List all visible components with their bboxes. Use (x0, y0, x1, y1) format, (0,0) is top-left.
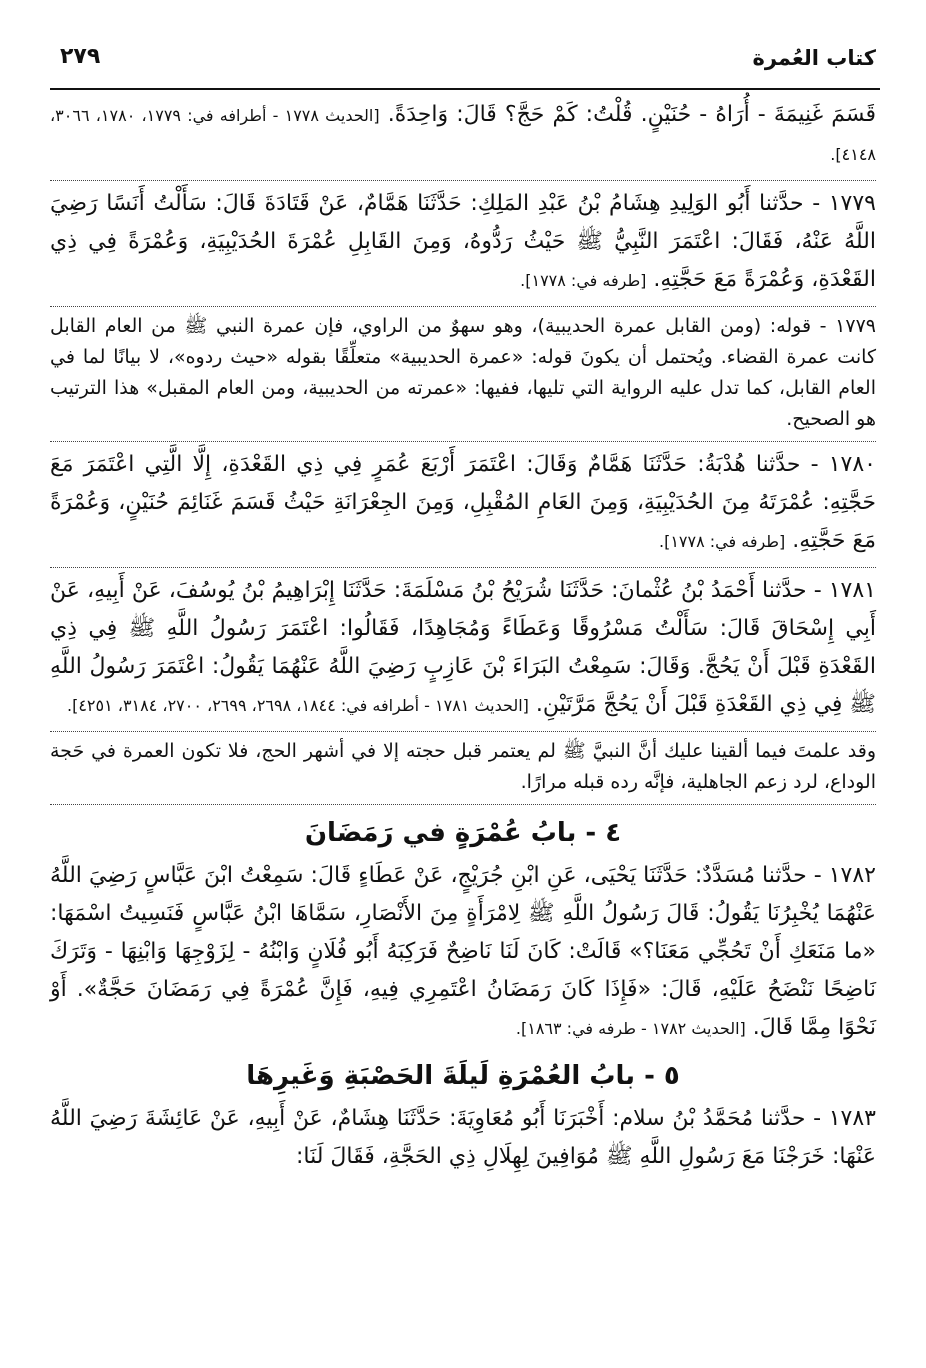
hadith-1783: ١٧٨٣ - حدَّثنا مُحَمَّدُ بْنُ سلام: أَخْبَرَنَا أَبُو مُعَاوِيَةَ: حَدَّثَنَا هِشَامٌ، عَنْ أَبِيهِ، عَنْ عَائِشَةَ رَضِيَ اللَّهُ عَنْهَا: خَرَجْنَا مَعَ رَسُولِ اللَّهِ ﷺ مُوَافِينَ لِهِلَالِ ذِي الحَجَّةِ، فَقَالَ لَنَا: (50, 1106, 876, 1169)
chapter-heading-5: ٥ - بابُ العُمْرَةِ لَيلَةَ الحَصْبَةِ وَغَيرِهَا (246, 1061, 680, 1091)
hadith-1781-refs: [الحديث ١٧٨١ - أطرافه في: ١٨٤٤، ٢٦٩٨، ٢٦٩٩، ٢٧٠٠، ٣١٨٤، ٤٢٥١]. (67, 696, 529, 715)
hadith-1779-refs: [طرفه في: ١٧٧٨]. (520, 271, 647, 290)
page-number: ٢٧٩ (60, 44, 101, 69)
hadith-1780-text: ١٧٨٠ - حدَّثنا هُدْبَةُ: حَدَّثَنَا هَمَّامٌ وَقَالَ: اعْتَمَرَ أَرْبَعَ عُمَرٍ فِي ذِي القَعْدَةِ، إِلَّا الَّتِي اعْتَمَرَ مَعَ حَجَّتِهِ: عُمْرَتَهُ مِنَ الحُدَيْبِيَةِ، وَمِنَ العَامِ المُقْبِلِ، وَمِنَ الجِعْرَانَةِ حَيْثُ قَسَمَ غَنَائِمَ حُنَيْنٍ، وَعُمْرَةً مَعَ حَجَّتِهِ. (50, 452, 876, 553)
hadith-1781-text: ١٧٨١ - حدَّثنا أَحْمَدُ بْنُ عُثْمانَ: حَدَّثَنَا شُرَيْحُ بْنُ مَسْلَمَةَ: حَدَّثَنَا إِبْرَاهِيمُ بْنُ يُوسُفَ، عَنْ أَبِيهِ، عَنْ أَبِي إِسْحَاقَ قَالَ: سَأَلْتُ مَسْرُوقًا وَعَطَاءً وَمُجَاهِدًا، فَقَالُوا: اعْتَمَرَ رَسُولُ اللَّهِ ﷺ فِي ذِي القَعْدَةِ قَبْلَ أَنْ يَحُجَّ. وَقَالَ: سَمِعْتُ البَرَاءَ بْنَ عَازِبٍ رَضِيَ اللَّهُ عَنْهُمَا يَقُولُ: اعْتَمَرَ رَسُولُ اللَّهِ ﷺ فِي ذِي القَعْدَةِ قَبْلَ أَنْ يَحُجَّ مَرَّتَيْنِ. (50, 578, 876, 717)
hadith-1778-refs: [الحديث ١٧٧٨ - أطرافه في: ١٧٧٩، ١٧٨٠، ٣٠٦٦، ٤١٤٨]. (50, 106, 876, 164)
hadith-1778-text: قَسَمَ غَنِيمَةَ - أُرَاهُ - حُنَيْنٍ. قُلْتُ: كَمْ حَجَّ؟ قَالَ: وَاحِدَةً. (387, 102, 877, 127)
hadith-1779-text: ١٧٧٩ - حدَّثنا أَبُو الوَلِيدِ هِشَامُ بْنُ عَبْدِ المَلِكِ: حَدَّثَنَا هَمَّامٌ، عَنْ قَتَادَةَ قَالَ: سَأَلْتُ أَنَسًا رَضِيَ اللَّهُ عَنْهُ، فَقَالَ: اعْتَمَرَ النَّبِيُّ ﷺ حَيْثُ رَدُّوهُ، وَمِنَ القَابِلِ عُمْرَةَ الحُدَيْبِيَةِ، وَعُمْرَةً فِي ذِي القَعْدَةِ، وَعُمْرَةً مَعَ حَجَّتِهِ. (50, 191, 876, 292)
divider (50, 567, 876, 568)
hadith-1778-end (50, 96, 876, 174)
hadith-1780 (50, 446, 876, 561)
page-header (60, 40, 876, 80)
hadith-1779 (50, 185, 876, 300)
divider (50, 180, 876, 181)
running-title: كتاب العُمرة (752, 46, 876, 70)
general-commentary: وقد علمتَ فيما ألقينا عليك أنَّ النبيَّ ﷺ لم يعتمر قبل حجته إلا في أشهر الحج، فلا تكون العمرة في حَجة الوداع، لرد زعم الجاهلية، فإنَّه رده قبله مرارًا. (50, 740, 876, 793)
chapter-heading-4: ٤ - بابُ عُمْرَةٍ في رَمَضَانَ (304, 818, 622, 848)
divider (50, 441, 876, 442)
divider (50, 306, 876, 307)
hadith-1782-text: ١٧٨٢ - حدَّثنا مُسَدَّدٌ: حَدَّثَنَا يَحْيَى، عَنِ ابْنِ جُرَيْجٍ، عَنْ عَطَاءٍ قَالَ: سَمِعْتُ ابْنَ عَبَّاسٍ رَضِيَ اللَّهُ عَنْهُمَا يُخْبِرُنَا يَقُولُ: قَالَ رَسُولُ اللَّهِ ﷺ لِامْرَأَةٍ مِنَ الأَنْصَارِ، سَمَّاهَا ابْنُ عَبَّاسٍ فَنَسِيتُ اسْمَهَا: «ما مَنَعَكِ أَنْ تَحُجِّي مَعَنَا؟» قَالَتْ: كَانَ لَنَا نَاضِحٌ فَرَكِبَهُ أَبُو فُلَانٍ وَابْنُهُ - لِزَوْجِهَا وَابْنِهَا - وَتَرَكَ نَاضِحًا نَنْضَحُ عَلَيْهِ، قَالَ: «فَإِذَا كَانَ رَمَضَانُ اعْتَمِرِي فِيهِ، فَإِنَّ عُمْرَةً فِي رَمَضَانَ حَجَّةٌ». أَوْ نَحْوًا مِمَّا قَالَ. (50, 863, 876, 1040)
hadith-1780-refs: [طرفه في: ١٧٧٨]. (659, 532, 786, 551)
divider (50, 804, 876, 805)
commentary-1779: ١٧٧٩ - قوله: (ومن القابل عمرة الحديبية)، وهو سهوٌ من الراوي، فإن عمرة النبي ﷺ من العام القابل كانت عمرة القضاء. ويُحتمل أن يكونَ قوله: «عمرة الحديبية» متعلِّقًا بقوله «حيث ردوه»، لا بيانًا لما في العام القابل، كما تدل عليه الرواية التي تليها، ففيها: «عمرته من الحديبية، ومن العام المقبل» هذا الترتيب هو الصحيح. (50, 315, 876, 430)
hadith-1782 (50, 857, 876, 1048)
hadith-1782-refs: [الحديث ١٧٨٢ - طرفه في: ١٨٦٣]. (515, 1019, 746, 1038)
hadith-1781 (50, 572, 876, 725)
page-content (50, 96, 876, 1176)
divider (50, 731, 876, 732)
header-rule (50, 88, 880, 90)
